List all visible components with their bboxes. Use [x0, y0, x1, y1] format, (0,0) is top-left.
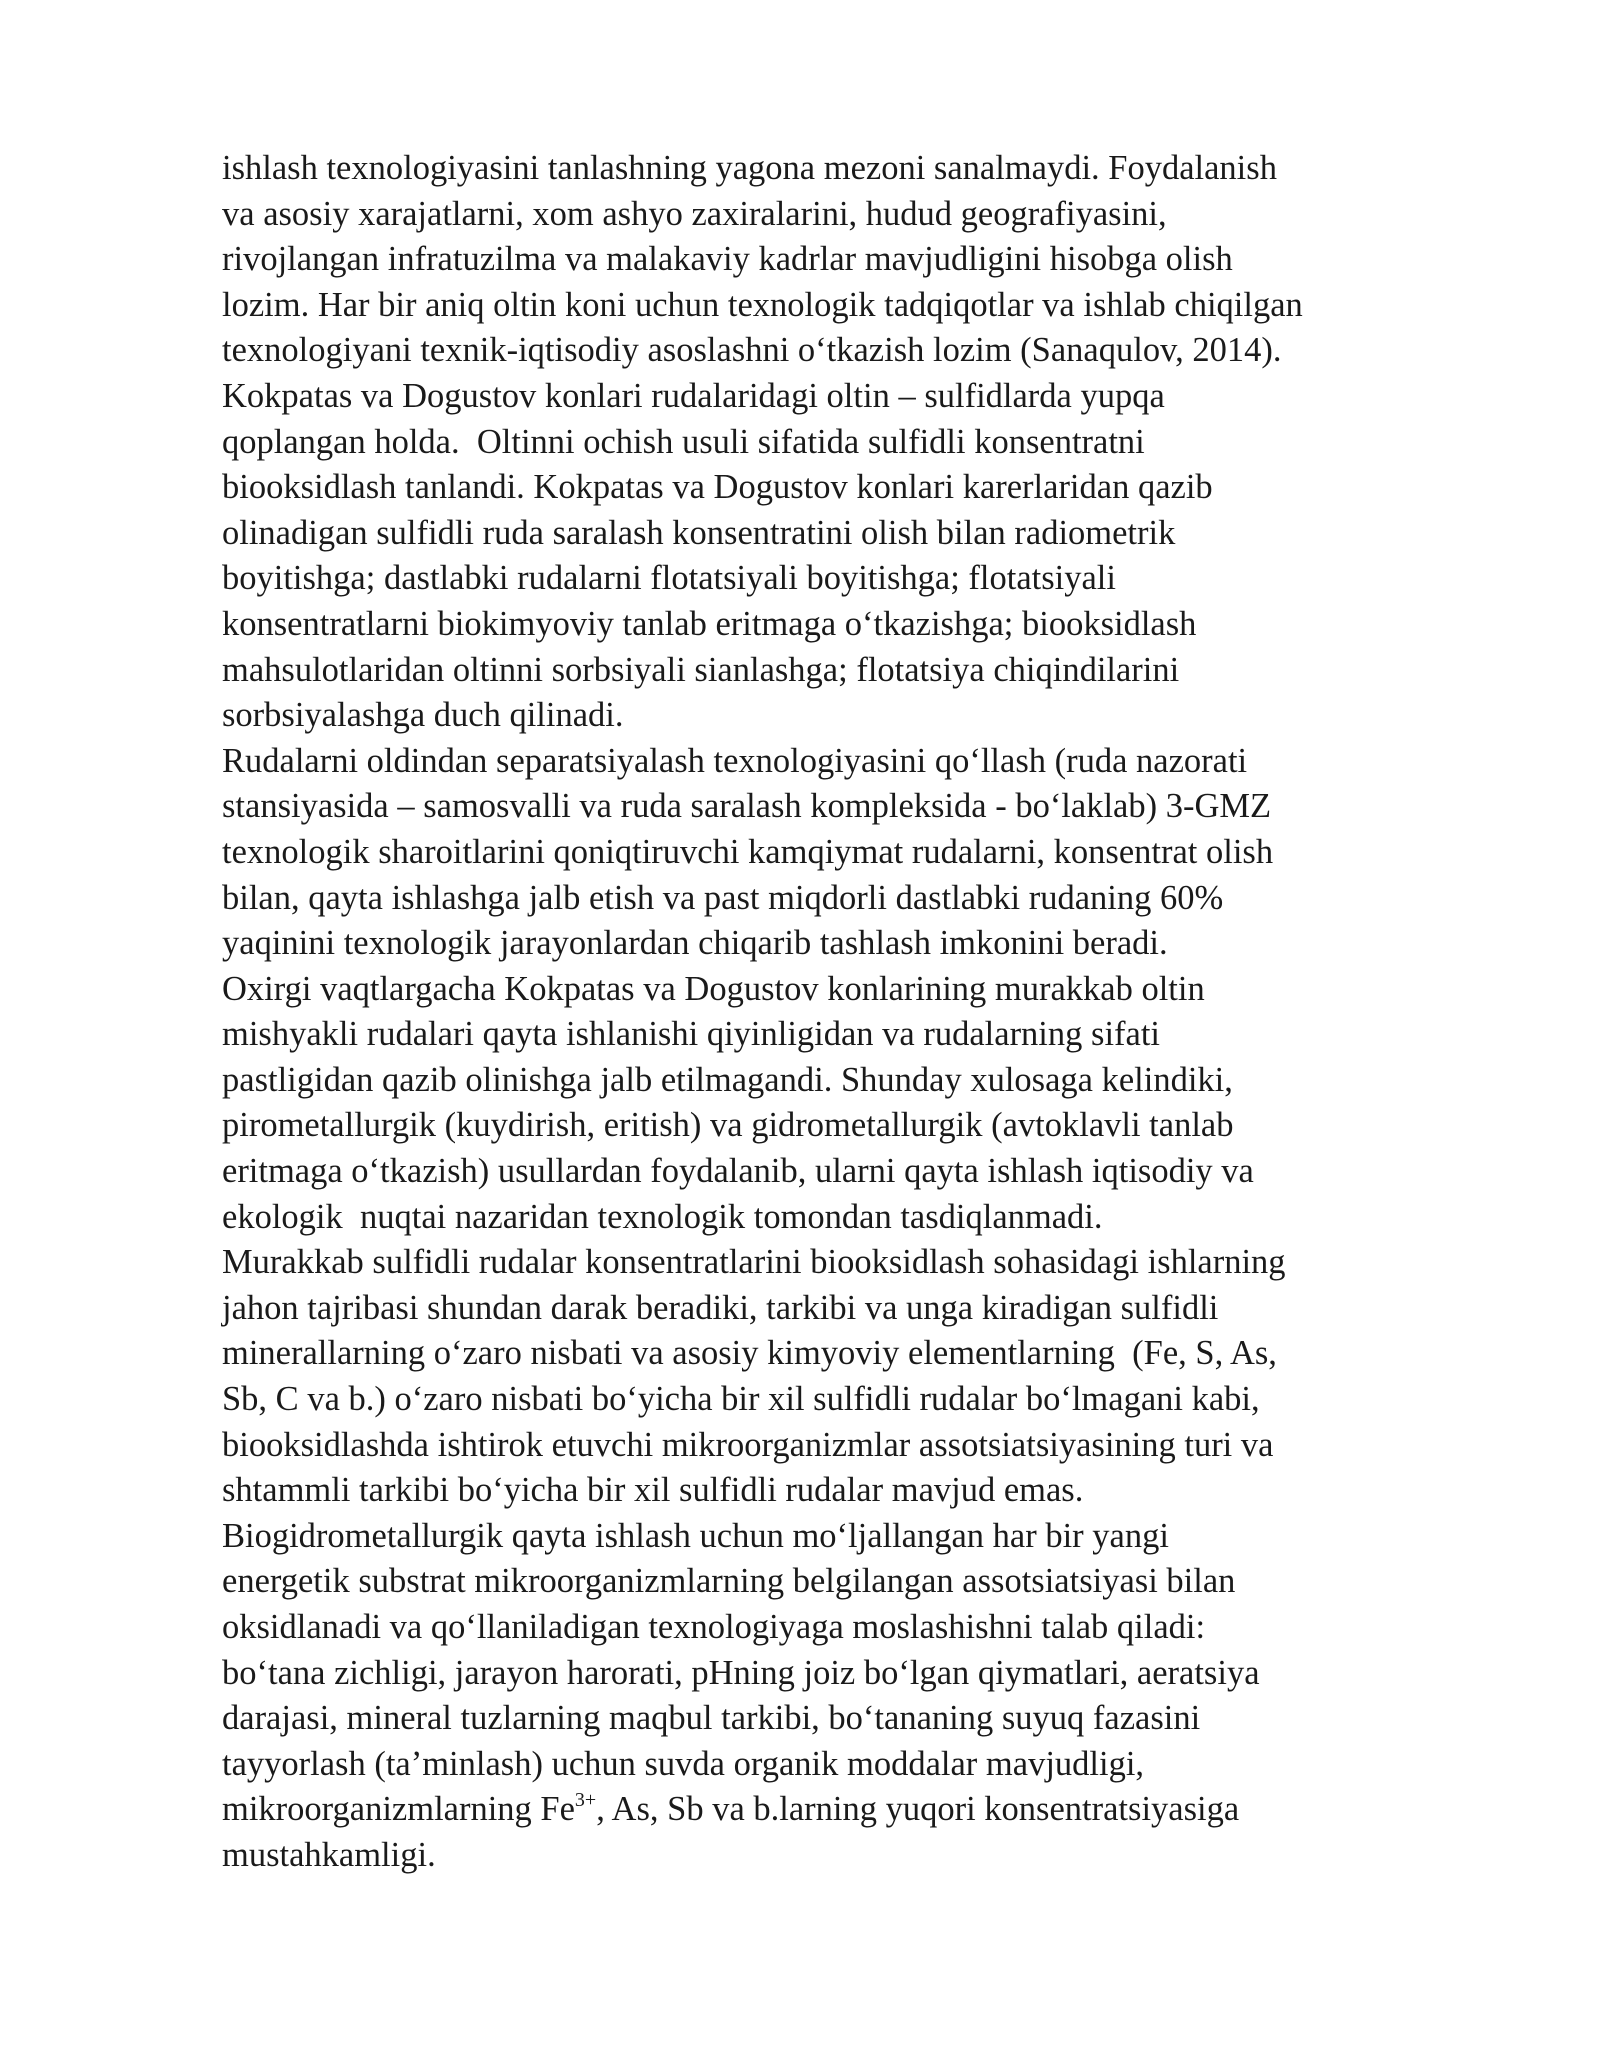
text-line: ishlash texnologiyasini tanlashning yagona mezoni sanalmaydi. Foydalanish	[222, 149, 1277, 187]
text-line: tayyorlash (taʼminlash) uchun suvda organik moddalar mavjudligi,	[222, 1744, 1145, 1783]
text-line: ekologik nuqtai nazaridan texnologik tomondan tasdiqlanmadi.	[222, 1197, 1103, 1236]
text-line: jahon tajribasi shundan darak beradiki, tarkibi va unga kiradigan sulfidli	[222, 1288, 1219, 1327]
text-line: shtammli tarkibi boʻyicha bir xil sulfidli rudalar mavjud emas.	[222, 1471, 1084, 1510]
text-line: mishyakli rudalari qayta ishlanishi qiyinligidan va rudalarning sifati	[222, 1015, 1161, 1054]
text-line: boyitishga; dastlabki rudalarni flotatsiyali boyitishga; flotatsiyali	[222, 559, 1116, 598]
text-line: qoplangan holda. Oltinni ochish usuli sifatida sulfidli konsentratni	[222, 422, 1145, 461]
text-line: pastligidan qazib olinishga jalb etilmagandi. Shunday xulosaga kelindiki,	[222, 1060, 1233, 1099]
text-line: biooksidlashda ishtirok etuvchi mikroorganizmlar assotsiatsiyasining turi va	[222, 1425, 1274, 1464]
text-line: sorbsiyalashga duch qilinadi.	[222, 696, 624, 735]
text-line: Rudalarni oldindan separatsiyalash texnologiyasini qoʻllash (ruda nazorati	[222, 741, 1248, 780]
text-line: mustahkamligi.	[222, 1835, 436, 1874]
text-line: bilan, qayta ishlashga jalb etish va past miqdorli dastlabki rudaning 60%	[222, 878, 1224, 917]
text-segment: , As, Sb va b.larning yuqori konsentratsiyasiga	[596, 1790, 1240, 1829]
text-line: boʻtana zichligi, jarayon harorati, pHning joiz boʻlgan qiymatlari, aeratsiya	[222, 1653, 1260, 1692]
superscript-charge: 3+	[574, 1789, 597, 1812]
text-line: stansiyasida – samosvalli va ruda saralash kompleksida - boʻlaklab) 3-GMZ	[222, 787, 1272, 826]
text-line: rivojlangan infratuzilma va malakaviy kadrlar mavjudligini hisobga olish	[222, 240, 1233, 279]
text-line: Murakkab sulfidli rudalar konsentratlarini biooksidlash sohasidagi ishlarning	[222, 1243, 1286, 1282]
text-line: eritmaga oʻtkazish) usullardan foydalanib, ularni qayta ishlash iqtisodiy va	[222, 1152, 1254, 1191]
text-line: energetik substrat mikroorganizmlarning belgilangan assotsiatsiyasi bilan	[222, 1562, 1236, 1601]
text-segment: mikroorganizmlarning Fe	[222, 1790, 575, 1829]
text-line: darajasi, mineral tuzlarning maqbul tarkibi, boʻtananing suyuq fazasini	[222, 1699, 1201, 1738]
text-line: Sb, C va b.) oʻzaro nisbati boʻyicha bir xil sulfidli rudalar boʻlmagani kabi,	[222, 1380, 1260, 1419]
text-line: olinadigan sulfidli ruda saralash konsentratini olish bilan radiometrik	[222, 513, 1176, 552]
text-line: va asosiy xarajatlarni, xom ashyo zaxiralarini, hudud geografiyasini,	[222, 194, 1167, 233]
text-line: texnologik sharoitlarini qoniqtiruvchi kamqiymat rudalarni, konsentrat olish	[222, 832, 1274, 871]
text-line: texnologiyani texnik-iqtisodiy asoslashni oʻtkazish lozim (Sanaqulov, 2014).	[222, 331, 1282, 370]
text-line: oksidlanadi va qoʻllaniladigan texnologiyaga moslashishni talab qiladi:	[222, 1608, 1206, 1646]
text-line-with-superscript	[222, 1787, 1422, 1833]
text-line: pirometallurgik (kuydirish, eritish) va gidrometallurgik (avtoklavli tanlab	[222, 1106, 1234, 1145]
text-line: yaqinini texnologik jarayonlardan chiqarib tashlash imkonini beradi.	[222, 924, 1168, 963]
text-line: minerallarning oʻzaro nisbati va asosiy kimyoviy elementlarning (Fe, S, As,	[222, 1334, 1277, 1373]
text-line: Biogidrometallurgik qayta ishlash uchun moʻljallangan har bir yangi	[222, 1516, 1169, 1555]
text-line: Oxirgi vaqtlargacha Kokpatas va Dogustov konlarining murakkab oltin	[222, 969, 1205, 1008]
body-text	[222, 146, 1422, 1879]
text-line: konsentratlarni biokimyoviy tanlab eritmaga oʻtkazishga; biooksidlash	[222, 604, 1197, 643]
text-line: lozim. Har bir aniq oltin koni uchun texnologik tadqiqotlar va ishlab chiqilgan	[222, 285, 1303, 324]
text-line: biooksidlash tanlandi. Kokpatas va Dogustov konlari karerlaridan qazib	[222, 468, 1213, 507]
text-line: Kokpatas va Dogustov konlari rudalaridagi oltin – sulfidlarda yupqa	[222, 376, 1165, 415]
text-line: mahsulotlaridan oltinni sorbsiyali sianlashga; flotatsiya chiqindilarini	[222, 650, 1180, 689]
